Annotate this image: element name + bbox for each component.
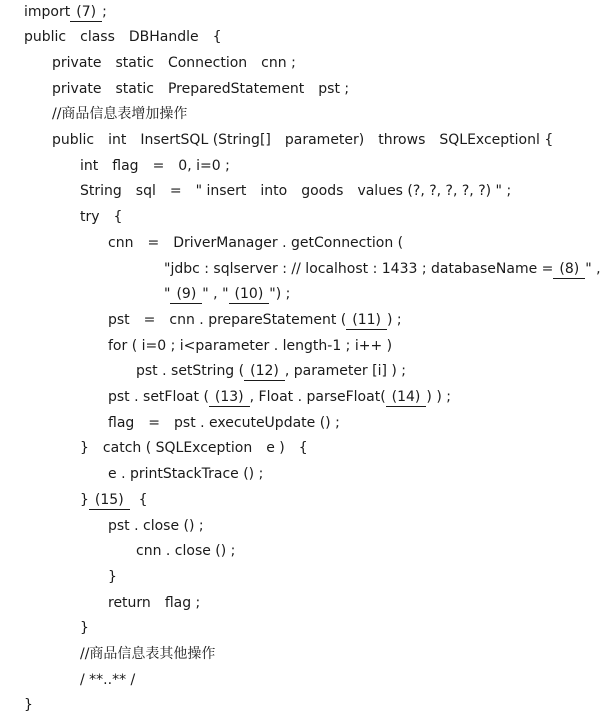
code-comment: //商品信息表增加操作 [52,106,188,122]
code-token: flag [108,415,135,431]
code-line-finally-end [108,566,117,588]
answer-blank-9: (9) [170,285,202,304]
answer-blank-14: (14) [386,388,427,407]
code-line-for-loop [108,335,392,357]
code-token: " [164,286,171,302]
code-line-sql-string [80,180,511,202]
code-token: parameter) [284,132,365,148]
code-token: throws [378,132,426,148]
code-token: pst . setFloat ( [108,389,209,405]
code-line-field-cnn [52,52,296,74]
code-token: " [222,286,229,302]
code-token: private [52,81,102,97]
code-token: { [138,492,148,508]
code-line-class-end [24,694,33,716]
code-line-credentials [164,283,290,305]
code-line-cnn-close [136,540,235,562]
answer-blank-8: (8) [553,260,585,279]
code-token: ) ) ; [426,389,451,405]
code-token: = [147,235,160,251]
answer-blank-11: (11) [346,311,387,330]
code-token: , parameter [i] ) ; [284,363,407,379]
code-token: flag [112,158,139,174]
code-line-ellipsis-comment [80,669,135,691]
code-token: e ) [266,440,285,456]
code-token: { [113,209,123,225]
code-line-set-float [108,386,451,408]
code-token: try [80,209,100,225]
code-token: } [80,492,89,508]
code-line-prepare-statement [108,309,402,331]
code-token: cnn . prepareStatement ( [169,312,347,328]
code-token: { [212,29,222,45]
code-token: SQLExceptionl { [439,132,554,148]
code-token: import [24,4,71,20]
code-line-method-end [80,617,89,639]
code-token: PreparedStatement [167,81,305,97]
code-token: pst ; [318,81,350,97]
code-token: ; [102,4,107,20]
code-token: public [24,29,67,45]
code-token: " , [585,261,601,277]
code-token: } [80,620,89,636]
code-token: " insert [195,183,247,199]
code-token: "jdbc : sqlserver : // localhost : 1433 ; databaseName = [164,261,554,277]
code-line-jdbc-url [164,258,601,280]
code-token: catch ( SQLException [102,440,253,456]
code-line-pst-close [108,515,204,537]
code-token: pst . executeUpdate () ; [174,415,340,431]
code-token: sql [135,183,156,199]
code-line-get-connection [108,232,403,254]
answer-blank-15: (15) [89,491,130,510]
code-token: int [80,158,99,174]
code-token: into [260,183,288,199]
code-line-return [108,592,200,614]
code-token: " , [202,286,218,302]
code-token: public [52,132,95,148]
code-line-try [80,206,122,228]
code-token: for ( i=0 ; i<parameter . length-1 ; i++ ) [108,338,393,354]
code-token: } [80,440,89,456]
code-token: String [80,183,122,199]
code-line-finally [80,489,148,511]
code-line-field-pst [52,78,349,100]
code-token: = [148,415,161,431]
code-token: { [298,440,308,456]
code-comment: / **..** / [80,672,136,688]
code-line-class-decl [24,26,222,48]
code-token: 0, i=0 ; [178,158,230,174]
code-token: e . printStackTrace () ; [108,466,264,482]
code-line-set-string [136,360,406,382]
code-token: flag ; [164,595,201,611]
code-line-print-stack [108,463,263,485]
code-token: cnn . close () ; [136,543,236,559]
code-token: } [24,697,33,713]
code-token: static [115,81,154,97]
code-comment: //商品信息表其他操作 [80,646,216,662]
code-token: return [108,595,151,611]
code-token: ) ; [387,312,402,328]
code-line-method-decl [52,129,553,151]
code-token: InsertSQL (String[] [140,132,271,148]
code-token: cnn ; [261,55,296,71]
code-line-import [24,1,107,23]
code-line-catch [80,437,308,459]
answer-blank-13: (13) [209,388,250,407]
code-token: ") ; [269,286,291,302]
code-line-int-flag [80,155,230,177]
code-token: private [52,55,102,71]
code-token: goods [301,183,344,199]
code-token: static [115,55,154,71]
code-token: int [108,132,127,148]
code-line-execute-update [108,412,340,434]
code-token: class [80,29,115,45]
code-token: DBHandle [128,29,199,45]
code-token: pst [108,312,130,328]
code-token: DriverManager . getConnection ( [173,235,404,251]
answer-blank-7: (7) [70,3,102,22]
code-token: , Float . parseFloat( [249,389,386,405]
code-token: = [152,158,165,174]
answer-blank-12: (12) [244,362,285,381]
code-line-comment-other [80,643,215,665]
code-token: = [143,312,156,328]
code-token: cnn [108,235,134,251]
code-token: pst . close () ; [108,518,204,534]
code-token: } [108,569,117,585]
code-token: Connection [167,55,248,71]
code-token: = [169,183,182,199]
code-token: values (?, ?, ?, ?, ?) " ; [357,183,512,199]
code-line-comment-insert [52,103,187,125]
answer-blank-10: (10) [229,285,270,304]
code-token: pst . setString ( [136,363,245,379]
